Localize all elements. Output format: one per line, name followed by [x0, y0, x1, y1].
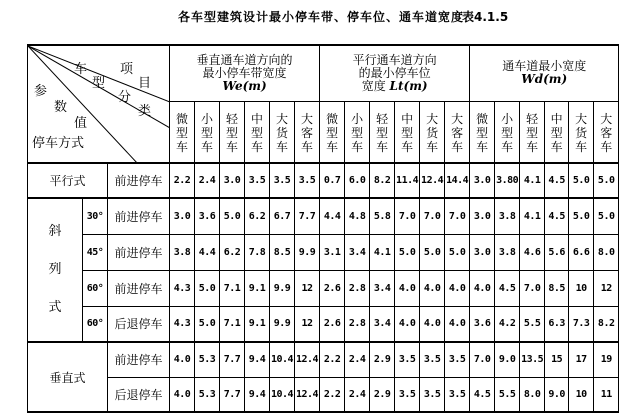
table-cell: 9.4: [245, 377, 270, 412]
row-mode: 前进停车: [108, 198, 170, 234]
group-line: 通车道最小宽度: [502, 59, 587, 74]
table-cell: 5.6: [545, 234, 569, 270]
row-angle: 30°: [83, 198, 108, 234]
table-cell: 15: [545, 342, 569, 377]
vehicle-type-header: [395, 101, 420, 163]
table-cell: 4.5: [495, 270, 520, 306]
table-cell: 10: [569, 270, 594, 306]
table-cell: 5.0: [195, 270, 220, 306]
vehicle-type-header: [270, 101, 295, 163]
table-cell: 12: [295, 306, 320, 342]
vehicle-type-header: [545, 101, 569, 163]
table-cell: 4.8: [345, 198, 370, 234]
table-cell: 7.0: [470, 342, 495, 377]
table-cell: 5.0: [220, 198, 245, 234]
table-cell: 6.2: [220, 234, 245, 270]
corner-char: 项: [120, 62, 134, 77]
table-cell: 3.8: [495, 234, 520, 270]
table-cell: 3.1: [320, 234, 345, 270]
table-cell: 7.0: [520, 270, 545, 306]
table-cell: 2.2: [320, 342, 345, 377]
corner-char: 类: [138, 104, 152, 119]
table-cell: 7.0: [420, 198, 445, 234]
vehicle-type-label: 小型车: [201, 111, 214, 154]
table-cell: 2.8: [345, 270, 370, 306]
table-cell: 3.5: [420, 377, 445, 412]
table-cell: 6.0: [345, 163, 370, 198]
vehicle-type-label: 轻型车: [226, 111, 239, 154]
row-mode: 后退停车: [108, 306, 170, 342]
table-cell: 8.5: [270, 234, 295, 270]
row-mode: 前进停车: [108, 342, 170, 377]
table-cell: 12: [295, 270, 320, 306]
table-cell: 4.5: [545, 198, 569, 234]
corner-char: 数: [54, 100, 68, 115]
table-cell: 2.2: [170, 163, 195, 198]
group-header-aisle-width: [470, 45, 619, 101]
vehicle-type-label: 小型车: [501, 111, 514, 154]
table-cell: 3.0: [470, 163, 495, 198]
table-cell: 4.4: [195, 234, 220, 270]
table-cell: 12: [594, 270, 619, 306]
table-cell: 10.4: [270, 342, 295, 377]
table-cell: 6.7: [270, 198, 295, 234]
corner-char: 参: [34, 84, 48, 99]
table-cell: 9.9: [270, 306, 295, 342]
vehicle-type-header: [569, 101, 594, 163]
vehicle-type-label: 大货车: [575, 111, 588, 154]
table-cell: 11: [594, 377, 619, 412]
table-cell: 4.5: [470, 377, 495, 412]
corner-bottom-label: 停车方式: [32, 136, 85, 151]
group-line: 垂直通车道方向的: [196, 52, 293, 67]
table-cell: 9.1: [245, 270, 270, 306]
vehicle-type-header: [495, 101, 520, 163]
table-cell: 5.3: [195, 342, 220, 377]
table-cell: 4.5: [545, 163, 569, 198]
table-cell: 4.0: [445, 306, 470, 342]
vehicle-type-label: 微型车: [476, 111, 489, 154]
vehicle-type-label: 大客车: [301, 111, 314, 154]
table-cell: 8.5: [545, 270, 569, 306]
table-cell: 6.6: [569, 234, 594, 270]
table-cell: 19: [594, 342, 619, 377]
corner-char: 型: [92, 76, 106, 91]
table-cell: 5.0: [420, 234, 445, 270]
table-cell: 7.0: [395, 198, 420, 234]
table-cell: 7.7: [295, 198, 320, 234]
table-cell: 3.5: [395, 377, 420, 412]
table-cell: 4.6: [520, 234, 545, 270]
table-cell: 0.7: [320, 163, 345, 198]
table-cell: 4.3: [170, 306, 195, 342]
vehicle-type-header: [220, 101, 245, 163]
vehicle-type-header: [245, 101, 270, 163]
table-cell: 3.0: [470, 234, 495, 270]
table-cell: 9.0: [545, 377, 569, 412]
table-cell: 7.8: [245, 234, 270, 270]
table-row-oblique-30: [28, 198, 619, 234]
table-cell: 9.0: [495, 342, 520, 377]
table-cell: 12.4: [420, 163, 445, 198]
table-cell: 4.2: [495, 306, 520, 342]
vehicle-type-header: [170, 101, 195, 163]
table-row-oblique-60-reverse: [28, 306, 619, 342]
table-cell: 6.3: [545, 306, 569, 342]
table-cell: 2.9: [370, 377, 395, 412]
group-symbol: Lt(m): [389, 78, 428, 93]
table-cell: 7.1: [220, 270, 245, 306]
table-cell: 5.0: [594, 198, 619, 234]
group-header-stall-length: [320, 45, 470, 101]
corner-char: 目: [138, 76, 152, 91]
table-cell: 2.2: [320, 377, 345, 412]
table-cell: 3.5: [245, 163, 270, 198]
table-cell: 2.4: [345, 342, 370, 377]
table-cell: 2.9: [370, 342, 395, 377]
table-cell: 17: [569, 342, 594, 377]
table-cell: 4.0: [445, 270, 470, 306]
group-line: 平行通车道方向: [352, 52, 437, 67]
table-cell: 4.0: [170, 342, 195, 377]
row-mode: 前进停车: [108, 270, 170, 306]
table-cell: 4.0: [470, 270, 495, 306]
row-angle: 60°: [83, 270, 108, 306]
table-cell: 5.3: [195, 377, 220, 412]
table-cell: 3.5: [295, 163, 320, 198]
table-row-perpendicular-reverse: [28, 377, 619, 412]
table-cell: 5.8: [370, 198, 395, 234]
table-cell: 3.0: [170, 198, 195, 234]
table-cell: 10: [569, 377, 594, 412]
table-cell: 8.2: [594, 306, 619, 342]
table-cell: 4.1: [370, 234, 395, 270]
table-cell: 2.8: [345, 306, 370, 342]
vehicle-type-header: [345, 101, 370, 163]
table-row-oblique-45: [28, 234, 619, 270]
table-cell: 9.9: [295, 234, 320, 270]
table-row-perpendicular-forward: [28, 342, 619, 377]
row-angle: 45°: [83, 234, 108, 270]
table-cell: 9.4: [245, 342, 270, 377]
vehicle-type-label: 轻型车: [526, 111, 539, 154]
table-cell: 4.4: [320, 198, 345, 234]
table-cell: 5.0: [195, 306, 220, 342]
corner-char: 值: [74, 116, 88, 131]
table-cell: 5.0: [395, 234, 420, 270]
table-cell: 5.0: [594, 163, 619, 198]
table-cell: 12.4: [295, 342, 320, 377]
table-cell: 5.0: [445, 234, 470, 270]
header-corner: [28, 45, 170, 163]
table-cell: 14.4: [445, 163, 470, 198]
table-cell: 13.5: [520, 342, 545, 377]
table-cell: 4.0: [395, 306, 420, 342]
row-label-parallel: 平行式: [28, 163, 108, 198]
table-cell: 4.1: [520, 163, 545, 198]
table-cell: 5.5: [520, 306, 545, 342]
vehicle-type-label: 大货车: [426, 111, 439, 154]
vehicle-type-label: 微型车: [326, 111, 339, 154]
corner-char: 车: [74, 62, 88, 77]
table-cell: 7.7: [220, 342, 245, 377]
table-cell: 4.0: [420, 270, 445, 306]
table-cell: 3.6: [195, 198, 220, 234]
table-cell: 2.6: [320, 270, 345, 306]
table-cell: 2.4: [345, 377, 370, 412]
vehicle-type-header: [520, 101, 545, 163]
vehicle-type-header: [470, 101, 495, 163]
vehicle-type-label: 大客车: [600, 111, 613, 154]
oblique-char: 式: [48, 300, 62, 315]
group-line: 的最小停车位: [358, 65, 431, 80]
table-cell: 11.4: [395, 163, 420, 198]
table-number: 表4.1.5: [462, 10, 509, 24]
row-mode: 前进停车: [108, 234, 170, 270]
table-cell: 6.2: [245, 198, 270, 234]
table-cell: 7.7: [220, 377, 245, 412]
group-symbol: We(m): [222, 78, 267, 93]
table-cell: 5.5: [495, 377, 520, 412]
table-cell: 10.4: [270, 377, 295, 412]
row-mode: 前进停车: [108, 163, 170, 198]
table-cell: 7.0: [445, 198, 470, 234]
corner-char: 分: [118, 90, 132, 105]
vehicle-type-label: 大货车: [276, 111, 289, 154]
table-cell: 3.4: [345, 234, 370, 270]
vehicle-type-header: [195, 101, 220, 163]
vehicle-type-header: [420, 101, 445, 163]
table-cell: 4.0: [420, 306, 445, 342]
vehicle-type-header: [370, 101, 395, 163]
table-cell: 3.8: [495, 198, 520, 234]
table-cell: 4.0: [395, 270, 420, 306]
table-cell: 9.9: [270, 270, 295, 306]
table-cell: 3.5: [445, 377, 470, 412]
vehicle-type-label: 小型车: [351, 111, 364, 154]
table-cell: 3.5: [420, 342, 445, 377]
table-cell: 2.4: [195, 163, 220, 198]
table-row-parallel: [28, 163, 619, 198]
table-cell: 7.3: [569, 306, 594, 342]
table-cell: 5.0: [569, 198, 594, 234]
vehicle-type-label: 中型车: [550, 111, 563, 154]
group-line: 宽度: [361, 78, 386, 93]
parking-width-table: [27, 44, 619, 413]
table-cell: 3.6: [470, 306, 495, 342]
group-header-stall-depth: [170, 45, 320, 101]
table-cell: 4.1: [520, 198, 545, 234]
vehicle-type-label: 大客车: [451, 111, 464, 154]
group-line: 最小停车带宽度: [202, 65, 287, 80]
table-cell: 7.1: [220, 306, 245, 342]
title-row: [0, 8, 643, 28]
table-cell: 12.4: [295, 377, 320, 412]
table-cell: 3.5: [395, 342, 420, 377]
table-cell: 3.4: [370, 270, 395, 306]
table-cell: 3.5: [445, 342, 470, 377]
table-cell: 3.0: [220, 163, 245, 198]
table-cell: 9.1: [245, 306, 270, 342]
vehicle-type-label: 中型车: [401, 111, 414, 154]
row-label-perpendicular: 垂直式: [28, 342, 108, 412]
table-cell: 3.5: [270, 163, 295, 198]
oblique-char: 列: [48, 262, 62, 277]
table-cell: 8.0: [594, 234, 619, 270]
table-title: 各车型建筑设计最小停车带、停车位、通车道宽度: [178, 10, 465, 24]
table-cell: 8.2: [370, 163, 395, 198]
row-label-oblique: [28, 198, 83, 342]
table-cell: 2.6: [320, 306, 345, 342]
table-cell: 3.4: [370, 306, 395, 342]
vehicle-type-header: [594, 101, 619, 163]
table-row-oblique-60-forward: [28, 270, 619, 306]
vehicle-type-label: 轻型车: [376, 111, 389, 154]
oblique-char: 斜: [48, 224, 62, 239]
vehicle-type-label: 微型车: [176, 111, 189, 154]
table-cell: 8.0: [520, 377, 545, 412]
vehicle-type-header: [295, 101, 320, 163]
group-symbol: Wd(m): [521, 72, 568, 87]
table-cell: 3.80: [495, 163, 520, 198]
table-cell: 3.0: [470, 198, 495, 234]
table-cell: 5.0: [569, 163, 594, 198]
table-cell: 4.0: [170, 377, 195, 412]
table-cell: 3.8: [170, 234, 195, 270]
row-mode: 后退停车: [108, 377, 170, 412]
vehicle-type-header: [445, 101, 470, 163]
vehicle-type-header: [320, 101, 345, 163]
row-angle: 60°: [83, 306, 108, 342]
vehicle-type-label: 中型车: [251, 111, 264, 154]
table-cell: 4.3: [170, 270, 195, 306]
